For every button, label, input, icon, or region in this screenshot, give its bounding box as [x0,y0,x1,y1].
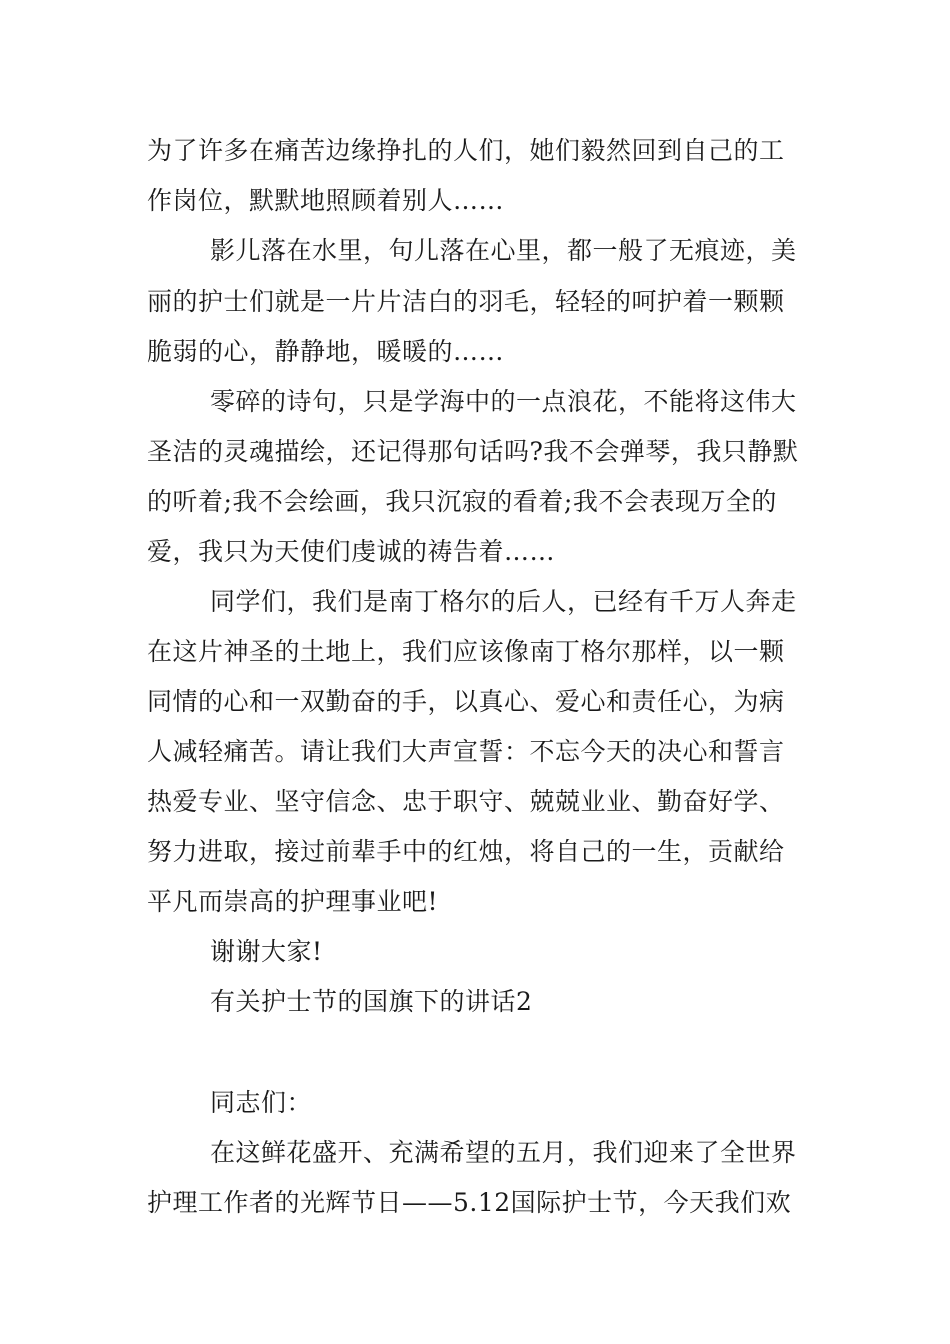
text-line: 同学们，我们是南丁格尔的后人，已经有千万人奔走 [210,587,797,616]
text-line: 同情的心和一双勤奋的手，以真心、爱心和责任心，为病 [147,687,785,716]
text-line: 在这片神圣的土地上，我们应该像南丁格尔那样，以一颗 [147,637,785,666]
text-line: 护理工作者的光辉节日——5.12国际护士节，今天我们欢 [147,1188,792,1217]
text-line: 人减轻痛苦。请让我们大声宣誓：不忘今天的决心和誓言 [147,737,785,766]
text-line: 努力进取，接过前辈手中的红烛，将自己的一生，贡献给 [147,837,785,866]
text-line: 平凡而崇高的护理事业吧! [147,887,439,916]
salutation: 同志们： [210,1088,313,1117]
text-line: 零碎的诗句，只是学海中的一点浪花，不能将这伟大 [210,387,797,416]
text-line: 作岗位，默默地照顾着别人…… [147,186,505,215]
text-line: 丽的护士们就是一片片洁白的羽毛，轻轻的呵护着一颗颗 [147,287,785,316]
section-title: 有关护士节的国旗下的讲话2 [210,987,533,1016]
text-line: 影儿落在水里，句儿落在心里，都一般了无痕迹，美 [210,236,797,265]
text-line: 脆弱的心，静静地，暖暖的…… [147,337,505,366]
text-line: 的听着;我不会绘画，我只沉寂的看着;我不会表现万全的 [147,487,777,516]
text-line: 为了许多在痛苦边缘挣扎的人们，她们毅然回到自己的工 [147,136,785,165]
text-line: 爱，我只为天使们虔诚的祷告着…… [147,537,556,566]
text-line: 在这鲜花盛开、充满希望的五月，我们迎来了全世界 [210,1138,797,1167]
closing-line: 谢谢大家! [210,937,323,966]
text-line: 圣洁的灵魂描绘，还记得那句话吗?我不会弹琴，我只静默 [147,437,799,466]
text-line: 热爱专业、坚守信念、忠于职守、兢兢业业、勤奋好学、 [147,787,785,816]
